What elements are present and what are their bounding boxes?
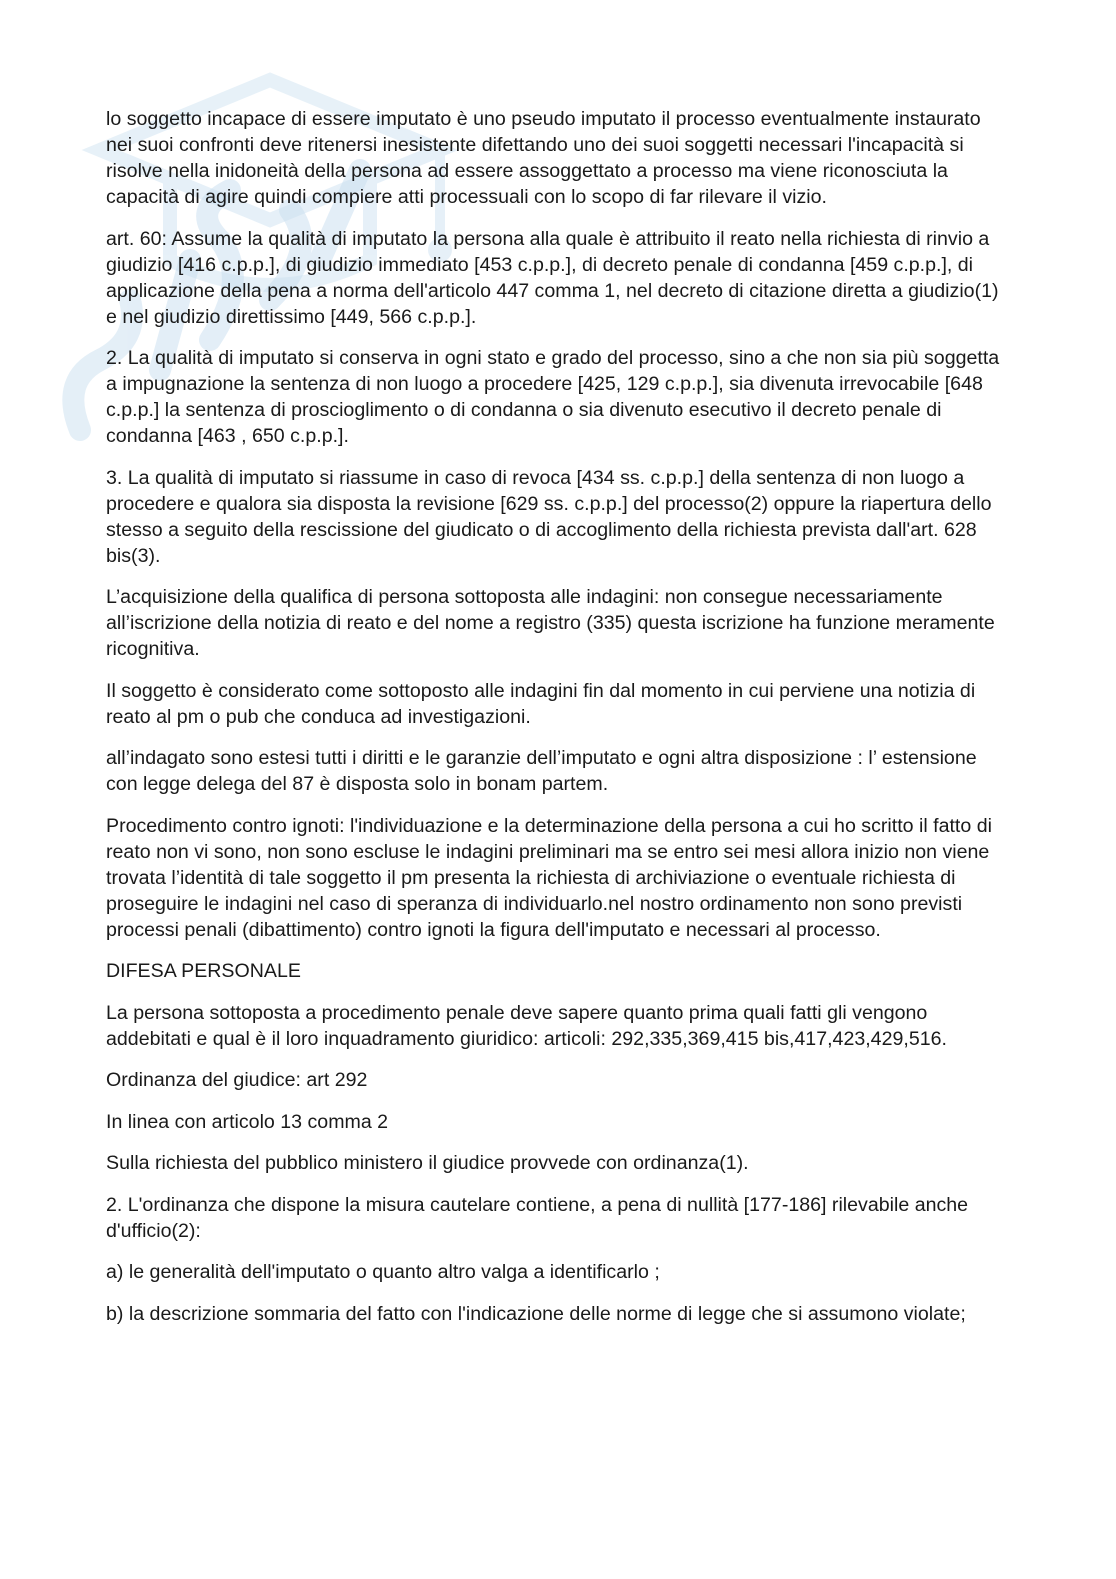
paragraph-15: b) la descrizione sommaria del fatto con l'indicazione delle norme di legge che si assumono violate; <box>106 1302 966 1325</box>
paragraph-2: art. 60: Assume la qualità di imputato la persona alla quale è attribuito il reato nella richiesta di rinvio a giudizio [416 c.p.p.], di giudizio immediato [453 c.p.p.], di decreto penale di condanna [459 c.p.p.], di applicazione della pena a norma dell'articolo 447 comma 1, nel decreto di citazione diretta a giudizio(1) e nel giudizio direttissimo [449, 566 c.p.p.]. <box>106 227 999 328</box>
paragraph-8: Procedimento contro ignoti: l'individuazione e la determinazione della persona a cui ho scritto il fatto di reato non vi sono, non sono escluse le indagini preliminari ma se entro sei mesi allora inizio non viene trovata l’identità di tale soggetto il pm presenta la richiesta di archiviazione o eventuale richiesta di proseguire le indagini nel caso di speranza di individuarlo.nel nostro ordinamento non sono previsti processi penali (dibattimento) contro ignoti la figura dell'imputato e necessari al processo. <box>106 814 992 941</box>
paragraph-5: L’acquisizione della qualifica di persona sottoposta alle indagini: non consegue necessariamente all’iscrizione della notizia di reato e del nome a registro (335) questa iscrizione ha funzione meramente ricognitiva. <box>106 586 995 660</box>
paragraph-9: La persona sottoposta a procedimento penale deve sapere quanto prima quali fatti gli vengono addebitati e qual è il loro inquadramento giuridico: articoli: 292,335,369,415 bis,417,423,429,516. <box>106 1001 947 1050</box>
section-heading: DIFESA PERSONALE <box>106 960 301 982</box>
paragraph-3: 2. La qualità di imputato si conserva in ogni stato e grado del processo, sino a che non sia più soggetta a impugnazione la sentenza di non luogo a procedere [425, 129 c.p.p.], sia divenuta irrevocabile [648 c.p.p.] la sentenza di proscioglimento o di condanna o sia divenuto esecutivo il decreto penale di condanna [463 , 650 c.p.p.]. <box>106 347 1000 447</box>
paragraph-11: In linea con articolo 13 comma 2 <box>106 1110 389 1133</box>
paragraph-1: lo soggetto incapace di essere imputato è uno pseudo imputato il processo eventualmente instaurato nei suoi confronti deve ritenersi inesistente difettando uno dei suoi soggetti necessari l'incapacità si risolve nella inidoneità della persona ad essere assoggettato a processo ma viene riconosciuta la capacità di agire quindi compiere atti processuali con lo scopo di far rilevare il vizio. <box>106 108 981 208</box>
paragraph-6: Il soggetto è considerato come sottoposto alle indagini fin dal momento in cui perviene una notizia di reato al pm o pub che conduca ad investigazioni. <box>106 679 976 728</box>
paragraph-10: Ordinanza del giudice: art 292 <box>106 1069 368 1091</box>
paragraph-12: Sulla richiesta del pubblico ministero il giudice provvede con ordinanza(1). <box>106 1152 749 1174</box>
paragraph-4: 3. La qualità di imputato si riassume in caso di revoca [434 ss. c.p.p.] della sentenza di non luogo a procedere e qualora sia disposta la revisione [629 ss. c.p.p.] del processo(2) oppure la riapertura dello stesso a seguito della rescissione del giudicato o di accoglimento della richiesta prevista dall'art. 628 bis(3). <box>106 466 992 567</box>
paragraph-14: a) le generalità dell'imputato o quanto altro valga a identificarlo ; <box>106 1261 660 1283</box>
paragraph-7: all’indagato sono estesi tutti i diritti e le garanzie dell’imputato e ogni altra disposizione : l’ estensione con legge delega del 87 è disposta solo in bonam partem. <box>106 747 977 795</box>
paragraph-13: 2. L'ordinanza che dispone la misura cautelare contiene, a pena di nullità [177-186] rilevabile anche d'ufficio(2): <box>106 1193 969 1242</box>
document-body <box>106 106 1011 1342</box>
